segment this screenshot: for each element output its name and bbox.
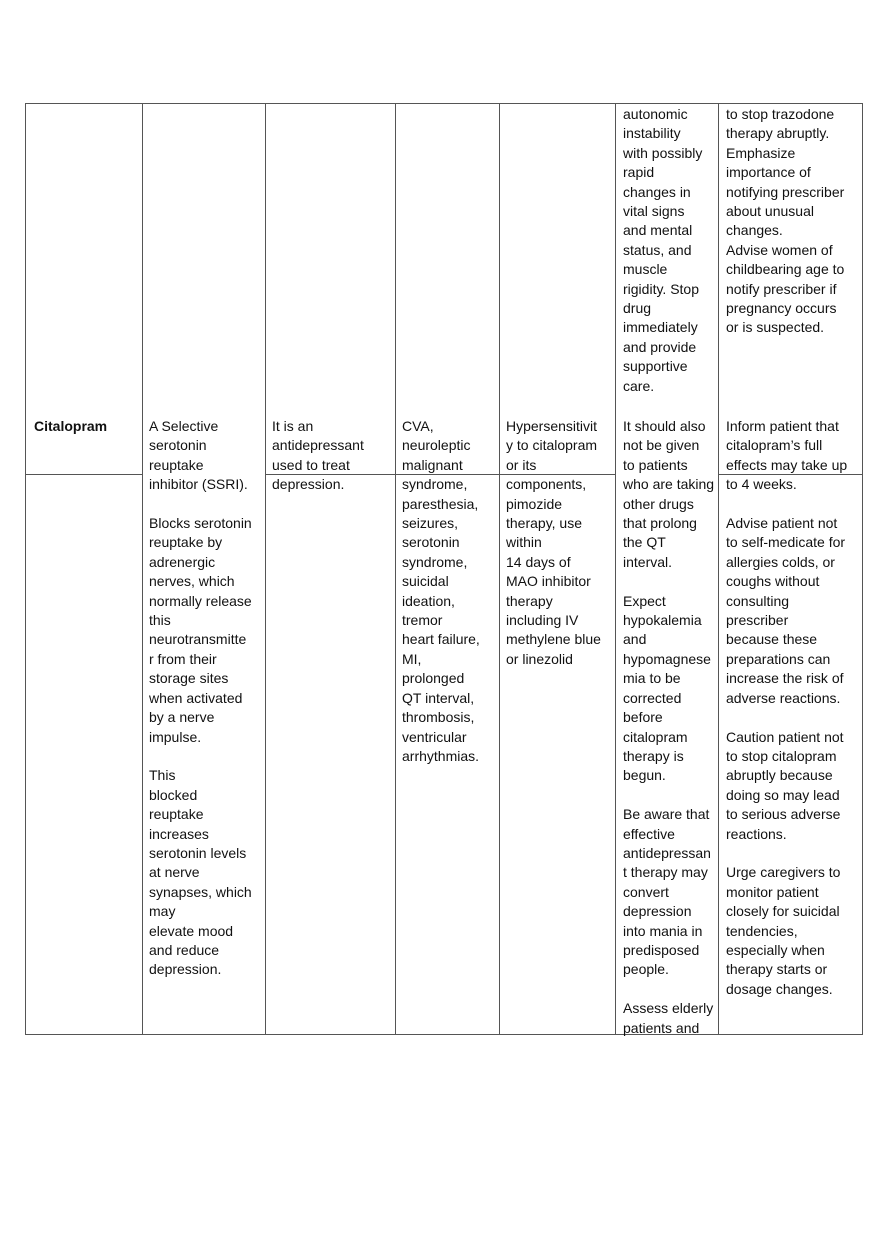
top-row-reaction-text: autonomic instability with possibly rapid changes in vital signs and mental status, and muscle rigidity. Stop drug immediately and provide supportive care.	[623, 106, 703, 394]
col-divider-6	[718, 104, 719, 1034]
patient-teaching-text: Inform patient that citalopram’s full effects may take up to 4 weeks. Advise patient not to self-medicate for allergies colds, or coughs without consulting prescriber because these preparations can increase the risk of adverse reactions. Caution patient not to stop citalopram abruptly because doing so may lead to serious adverse reactions. Urge caregivers to monitor patient closely for suicidal tendencies, especially when therapy starts or dosage changes.	[726, 418, 848, 997]
classification-action-text: A Selective serotonin reuptake inhibitor (SSRI). Blocks serotonin reuptake by adrenergic nerves, which normally release this neurotransmitte r from their storage sites when activated by a nerve impulse. This blocked reuptake increases serotonin levels at nerve synapses, which may elevate mood and reduce depression.	[149, 418, 252, 978]
row-divider	[26, 474, 142, 475]
col-divider-2	[265, 104, 266, 1034]
col-divider-1	[142, 104, 143, 1034]
drug-table	[25, 103, 863, 1035]
contraindications-text: Hypersensitivit y to citalopram or its components, pimozide therapy, use within 14 days of MAO inhibitor therapy including IV methylene blue or linezolid	[506, 418, 601, 667]
top-row-teaching-text: to stop trazodone therapy abruptly. Emphasize importance of notifying prescriber about unusual changes. Advise women of childbearing age to notify prescriber if pregnancy occurs or is suspected.	[726, 106, 845, 336]
col-divider-5	[615, 104, 616, 1034]
drug-name: Citalopram	[34, 418, 108, 434]
adverse-effects-text: CVA, neuroleptic malignant syndrome, paresthesia, seizures, serotonin syndrome, suicidal ideation, tremor heart failure, MI, prolonged QT interval, thrombosis, ventricular arrhythmias.	[402, 418, 480, 764]
col-divider-3	[395, 104, 396, 1034]
indication-text: It is an antidepressant used to treat depression.	[272, 418, 364, 493]
precautions-text: It should also not be given to patients who are taking other drugs that prolong the QT interval. Expect hypokalemia and hypomagnese mia to be corrected before citalopram therapy is begun. Be aware that effective antidepressan t therapy may convert depression into mania in predisposed people. Assess elderly patients and	[623, 418, 715, 1036]
col-divider-4	[499, 104, 500, 1034]
